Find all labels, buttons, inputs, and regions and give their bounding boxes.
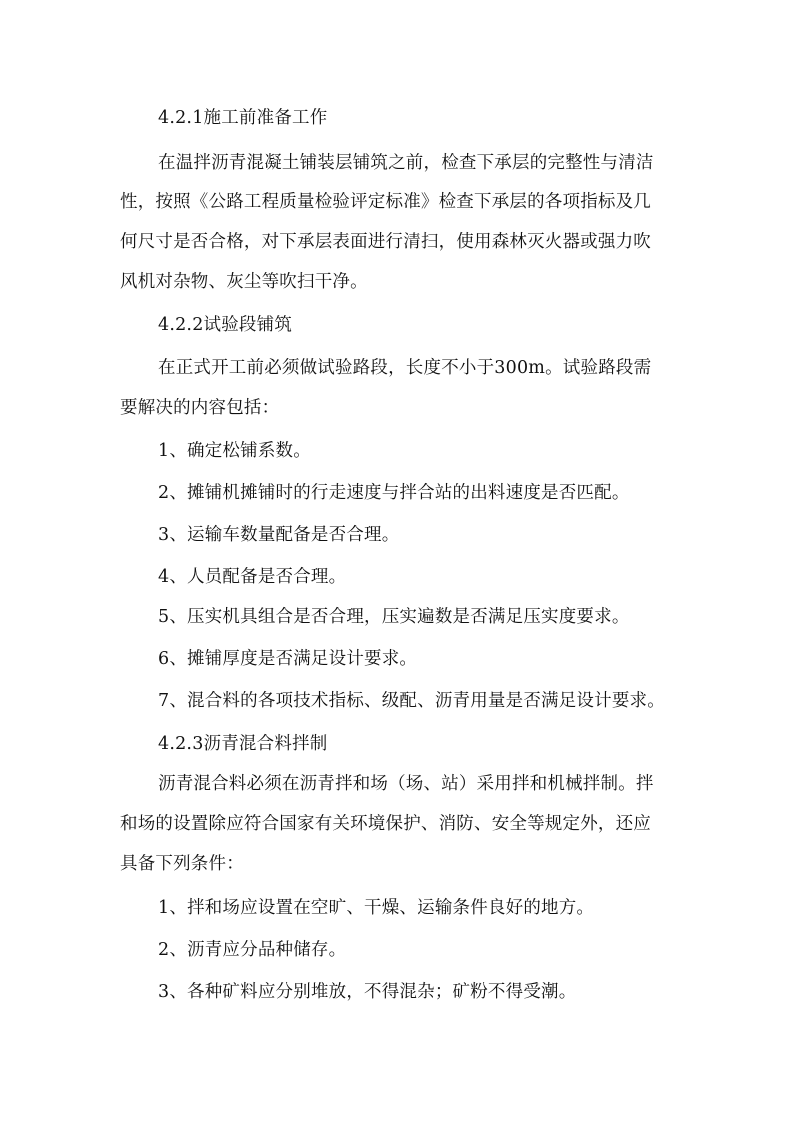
list-item: 3、各种矿料应分别堆放，不得混杂；矿粉不得受潮。 (158, 982, 577, 1002)
list-item: 6、摊铺厚度是否满足设计要求。 (158, 649, 418, 669)
list-item: 5、压实机具组合是否合理，压实遍数是否满足压实度要求。 (158, 607, 630, 627)
paragraph-line: 和场的设置除应符合国家有关环境保护、消防、安全等规定外，还应 (120, 814, 651, 834)
paragraph-line: 具备下列条件： (120, 854, 244, 874)
list-item: 1、确定松铺系数。 (158, 441, 311, 461)
list-item: 2、沥青应分品种储存。 (158, 940, 347, 960)
paragraph-line: 在正式开工前必须做试验路段，长度不小于300m。试验路段需 (158, 358, 652, 378)
paragraph-line: 何尺寸是否合格，对下承层表面进行清扫，使用森林灭火器或强力吹 (120, 232, 651, 252)
section-heading-4-2-3: 4.2.3沥青混合料拌制 (158, 734, 328, 754)
section-heading-4-2-2: 4.2.2试验段铺筑 (158, 315, 293, 335)
paragraph-line: 在温拌沥青混凝土铺装层铺筑之前，检查下承层的完整性与清洁 (158, 153, 654, 173)
paragraph-line: 风机对杂物、灰尘等吹扫干净。 (120, 272, 368, 292)
list-item: 2、摊铺机摊铺时的行走速度与拌合站的出料速度是否匹配。 (158, 483, 630, 503)
list-item: 3、运输车数量配备是否合理。 (158, 525, 400, 545)
paragraph-line: 要解决的内容包括： (120, 398, 280, 418)
list-item: 7、混合料的各项技术指标、级配、沥青用量是否满足设计要求。 (158, 691, 665, 711)
paragraph-line: 性，按照《公路工程质量检验评定标准》检查下承层的各项指标及几 (120, 192, 651, 212)
paragraph-line: 沥青混合料必须在沥青拌和场（场、站）采用拌和机械拌制。拌 (158, 774, 654, 794)
list-item: 1、拌和场应设置在空旷、干燥、运输条件良好的地方。 (158, 898, 595, 918)
section-heading-4-2-1: 4.2.1施工前准备工作 (158, 108, 328, 128)
list-item: 4、人员配备是否合理。 (158, 567, 347, 587)
